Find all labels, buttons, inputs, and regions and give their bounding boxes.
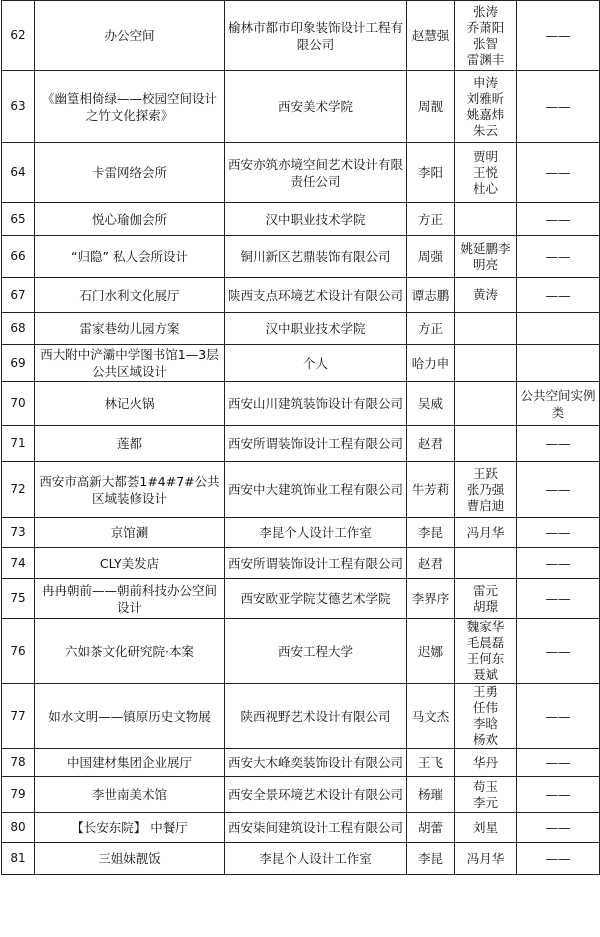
team-member: 李晗 bbox=[472, 716, 498, 731]
team-members bbox=[455, 548, 517, 579]
project-name: 林记火锅 bbox=[35, 382, 225, 426]
team-members bbox=[455, 749, 517, 777]
unit-name: 陕西视野艺术设计有限公司 bbox=[225, 684, 407, 749]
team-member: 胡璟 bbox=[472, 598, 498, 614]
table-row bbox=[2, 382, 600, 426]
project-name: 《幽篁相倚绿——校园空间设计之竹文化探索》 bbox=[35, 71, 225, 143]
team-member: 冯月华 bbox=[466, 850, 505, 866]
category: —— bbox=[517, 749, 600, 777]
table-row bbox=[2, 278, 600, 313]
author-name: 李阳 bbox=[407, 143, 455, 203]
category: —— bbox=[517, 619, 600, 684]
author-name: 赵君 bbox=[407, 548, 455, 579]
category: —— bbox=[517, 143, 600, 203]
team-members bbox=[455, 278, 517, 313]
table-row bbox=[2, 345, 600, 382]
table-row bbox=[2, 548, 600, 579]
team-member: 李元 bbox=[472, 794, 498, 810]
unit-name: 西安柒间建筑设计工程有限公司 bbox=[225, 813, 407, 843]
team-member: 张乃强 bbox=[466, 481, 505, 497]
category: —— bbox=[517, 684, 600, 749]
team-members bbox=[455, 426, 517, 462]
team-member: 姚延鹏李明亮 bbox=[460, 240, 511, 272]
category: —— bbox=[517, 426, 600, 462]
author-name: 周强 bbox=[407, 236, 455, 278]
team-member: 王悦 bbox=[472, 164, 498, 180]
project-name: 西大附中浐灞中学图书馆1—3层公共区域设计 bbox=[35, 345, 225, 382]
team-member: 魏家华 bbox=[466, 619, 505, 634]
project-name: 如水文明——镇原历史文物展 bbox=[35, 684, 225, 749]
unit-name: 西安欧亚学院艾德艺术学院 bbox=[225, 579, 407, 619]
team-members bbox=[455, 345, 517, 382]
team-members bbox=[455, 236, 517, 278]
unit-name: 西安所谓装饰设计工程有限公司 bbox=[225, 548, 407, 579]
table-row bbox=[2, 462, 600, 518]
team-members bbox=[455, 203, 517, 236]
category: —— bbox=[517, 278, 600, 313]
table-row bbox=[2, 619, 600, 684]
table-row bbox=[2, 813, 600, 843]
team-members bbox=[455, 143, 517, 203]
category: —— bbox=[517, 579, 600, 619]
team-member: 王勇 bbox=[472, 684, 498, 699]
entries-table bbox=[1, 0, 600, 875]
team-member: 雷元 bbox=[472, 582, 498, 598]
unit-name: 个人 bbox=[225, 345, 407, 382]
unit-name: 李昆个人设计工作室 bbox=[225, 518, 407, 548]
team-member: 杨欢 bbox=[472, 732, 498, 747]
unit-name: 李昆个人设计工作室 bbox=[225, 843, 407, 875]
project-name: 莲都 bbox=[35, 426, 225, 462]
unit-name: 汉中职业技术学院 bbox=[225, 313, 407, 345]
author-name: 李界序 bbox=[407, 579, 455, 619]
project-name: 西安市高新大都荟1#4#7#公共区域装修设计 bbox=[35, 462, 225, 518]
team-member: 苟玉 bbox=[472, 778, 498, 794]
team-members bbox=[455, 579, 517, 619]
team-member: 雷渊丰 bbox=[466, 51, 505, 67]
team-member: 王跃 bbox=[472, 465, 498, 481]
row-number: 75 bbox=[2, 579, 35, 619]
author-name: 吴威 bbox=[407, 382, 455, 426]
category: —— bbox=[517, 813, 600, 843]
author-name: 周靓 bbox=[407, 71, 455, 143]
row-number: 81 bbox=[2, 843, 35, 875]
unit-name: 西安所谓装饰设计工程有限公司 bbox=[225, 426, 407, 462]
table-row bbox=[2, 236, 600, 278]
table-row bbox=[2, 777, 600, 813]
team-members bbox=[455, 813, 517, 843]
category: 公共空间实例类 bbox=[517, 382, 600, 426]
table-row bbox=[2, 426, 600, 462]
author-name: 方正 bbox=[407, 203, 455, 236]
team-member: 毛晨磊 bbox=[466, 635, 505, 650]
team-member: 杜心 bbox=[472, 180, 498, 196]
author-name: 赵君 bbox=[407, 426, 455, 462]
table-row bbox=[2, 71, 600, 143]
unit-name: 汉中职业技术学院 bbox=[225, 203, 407, 236]
project-name: 【长安东院】 中餐厅 bbox=[35, 813, 225, 843]
row-number: 73 bbox=[2, 518, 35, 548]
project-name: 冉冉朝前——朝前科技办公空间设计 bbox=[35, 579, 225, 619]
author-name: 牛芳莉 bbox=[407, 462, 455, 518]
author-name: 迟娜 bbox=[407, 619, 455, 684]
table-row bbox=[2, 749, 600, 777]
team-members bbox=[455, 462, 517, 518]
row-number: 67 bbox=[2, 278, 35, 313]
team-member: 申涛 bbox=[472, 74, 498, 90]
unit-name: 西安山川建筑装饰设计有限公司 bbox=[225, 382, 407, 426]
author-name: 李昆 bbox=[407, 843, 455, 875]
team-member: 王何东 bbox=[466, 651, 505, 666]
row-number: 62 bbox=[2, 1, 35, 71]
row-number: 69 bbox=[2, 345, 35, 382]
unit-name: 西安大木峰奕装饰设计有限公司 bbox=[225, 749, 407, 777]
project-name: 办公空间 bbox=[35, 1, 225, 71]
team-member: 华丹 bbox=[472, 754, 498, 770]
project-name: 卡雷网络会所 bbox=[35, 143, 225, 203]
team-members bbox=[455, 382, 517, 426]
row-number: 71 bbox=[2, 426, 35, 462]
author-name: 方正 bbox=[407, 313, 455, 345]
team-members bbox=[455, 518, 517, 548]
team-members bbox=[455, 684, 517, 749]
row-number: 77 bbox=[2, 684, 35, 749]
team-member: 张涛 bbox=[472, 3, 498, 19]
team-members bbox=[455, 843, 517, 875]
row-number: 72 bbox=[2, 462, 35, 518]
author-name: 谭志鹏 bbox=[407, 278, 455, 313]
team-member: 贾明 bbox=[472, 148, 498, 164]
category: —— bbox=[517, 548, 600, 579]
row-number: 64 bbox=[2, 143, 35, 203]
author-name: 马文杰 bbox=[407, 684, 455, 749]
author-name: 杨璀 bbox=[407, 777, 455, 813]
project-name: 悦心瑜伽会所 bbox=[35, 203, 225, 236]
team-member: 任伟 bbox=[472, 700, 498, 715]
category: —— bbox=[517, 462, 600, 518]
project-name: “归隐” 私人会所设计 bbox=[35, 236, 225, 278]
table-row bbox=[2, 143, 600, 203]
row-number: 66 bbox=[2, 236, 35, 278]
team-members bbox=[455, 1, 517, 71]
row-number: 63 bbox=[2, 71, 35, 143]
team-members bbox=[455, 313, 517, 345]
team-member: 聂斌 bbox=[472, 667, 498, 682]
table-row bbox=[2, 313, 600, 345]
team-members bbox=[455, 777, 517, 813]
category bbox=[517, 345, 600, 382]
author-name: 胡蕾 bbox=[407, 813, 455, 843]
entries-table-body bbox=[2, 1, 600, 875]
category: —— bbox=[517, 71, 600, 143]
team-member: 刘雅昕 bbox=[466, 90, 505, 106]
row-number: 79 bbox=[2, 777, 35, 813]
unit-name: 西安全景环境艺术设计有限公司 bbox=[225, 777, 407, 813]
category: —— bbox=[517, 203, 600, 236]
table-row bbox=[2, 579, 600, 619]
row-number: 68 bbox=[2, 313, 35, 345]
unit-name: 榆林市都市印象装饰设计工程有限公司 bbox=[225, 1, 407, 71]
team-member: 张智 bbox=[472, 35, 498, 51]
row-number: 76 bbox=[2, 619, 35, 684]
project-name: 京馆涮 bbox=[35, 518, 225, 548]
table-row bbox=[2, 843, 600, 875]
team-member: 乔萧阳 bbox=[466, 19, 505, 35]
author-name: 赵慧强 bbox=[407, 1, 455, 71]
author-name: 王飞 bbox=[407, 749, 455, 777]
project-name: 雷家巷幼儿园方案 bbox=[35, 313, 225, 345]
team-member: 冯月华 bbox=[466, 524, 505, 540]
team-member: 黄涛 bbox=[472, 287, 498, 302]
unit-name: 铜川新区艺鼎装饰有限公司 bbox=[225, 236, 407, 278]
table-row bbox=[2, 203, 600, 236]
category: —— bbox=[517, 1, 600, 71]
team-members bbox=[455, 619, 517, 684]
team-member: 曹启迪 bbox=[466, 497, 505, 513]
unit-name: 陕西支点环境艺术设计有限公司 bbox=[225, 278, 407, 313]
row-number: 74 bbox=[2, 548, 35, 579]
unit-name: 西安工程大学 bbox=[225, 619, 407, 684]
category bbox=[517, 313, 600, 345]
project-name: 李世南美术馆 bbox=[35, 777, 225, 813]
unit-name: 西安美术学院 bbox=[225, 71, 407, 143]
author-name: 哈力申 bbox=[407, 345, 455, 382]
author-name: 李昆 bbox=[407, 518, 455, 548]
table-row bbox=[2, 1, 600, 71]
project-name: 三姐妹靓饭 bbox=[35, 843, 225, 875]
row-number: 70 bbox=[2, 382, 35, 426]
row-number: 78 bbox=[2, 749, 35, 777]
unit-name: 西安中大建筑饰业工程有限公司 bbox=[225, 462, 407, 518]
row-number: 80 bbox=[2, 813, 35, 843]
table-row bbox=[2, 684, 600, 749]
project-name: CLY美发店 bbox=[35, 548, 225, 579]
team-member: 朱云 bbox=[472, 122, 498, 138]
team-member: 刘星 bbox=[472, 819, 498, 835]
category: —— bbox=[517, 518, 600, 548]
unit-name: 西安亦筑亦境空间艺术设计有限责任公司 bbox=[225, 143, 407, 203]
project-name: 六如茶文化研究院·本案 bbox=[35, 619, 225, 684]
category: —— bbox=[517, 843, 600, 875]
project-name: 石门水利文化展厅 bbox=[35, 278, 225, 313]
table-row bbox=[2, 518, 600, 548]
row-number: 65 bbox=[2, 203, 35, 236]
category: —— bbox=[517, 777, 600, 813]
category: —— bbox=[517, 236, 600, 278]
project-name: 中国建材集团企业展厅 bbox=[35, 749, 225, 777]
team-member: 姚嘉炜 bbox=[466, 106, 505, 122]
team-members bbox=[455, 71, 517, 143]
